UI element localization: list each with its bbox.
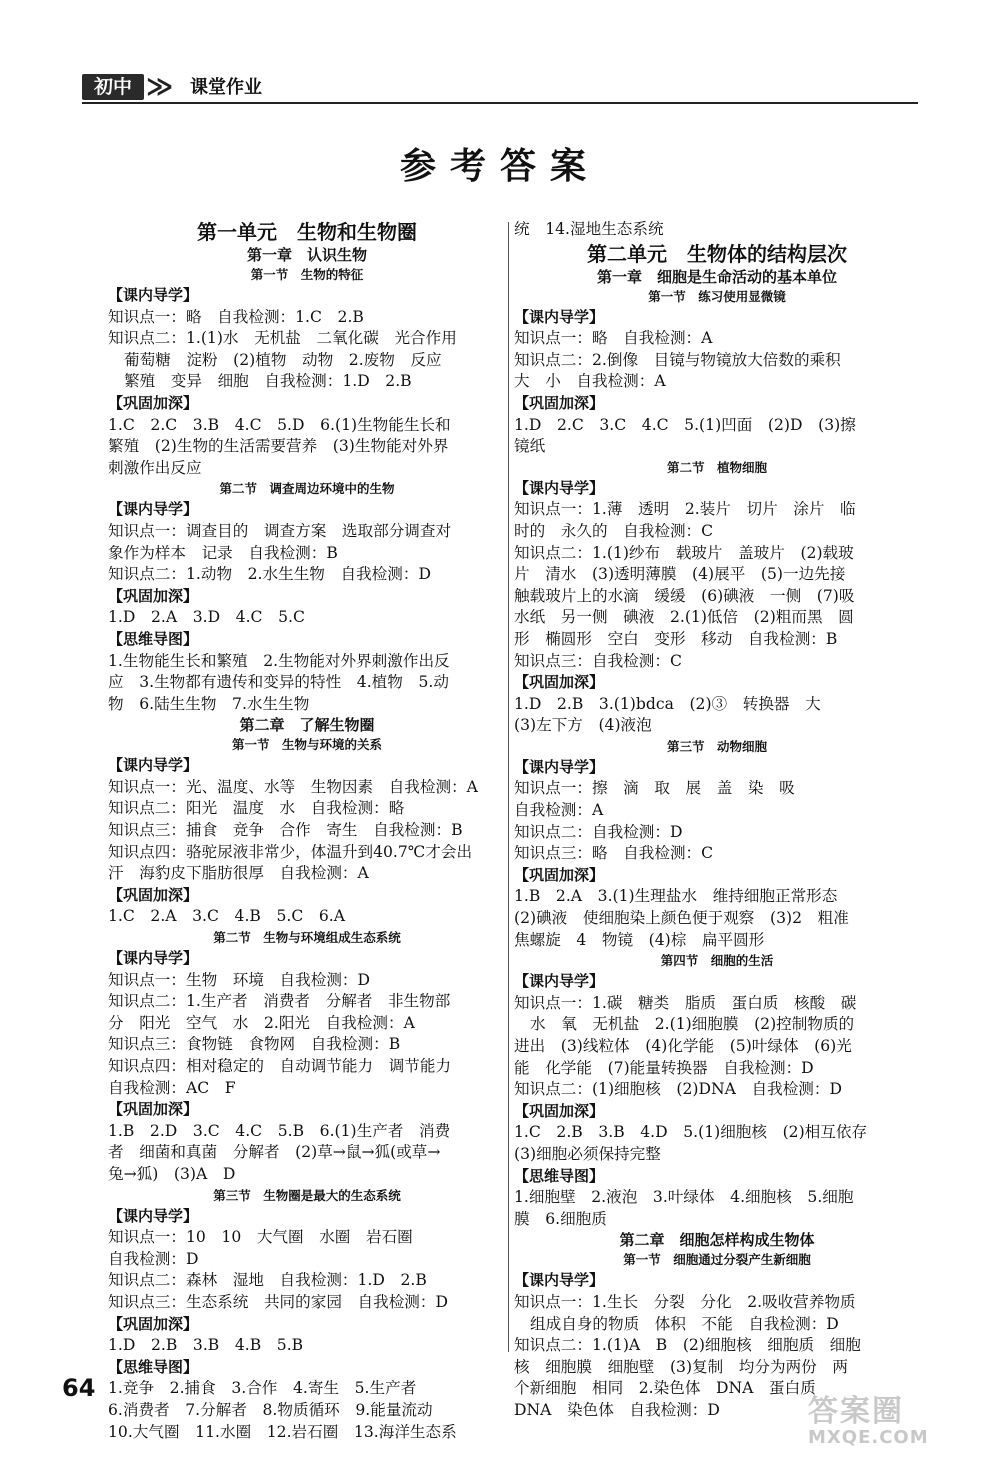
answer-line: 组成自身的物质 体积 不能 自我检测：D — [530, 1314, 839, 1333]
answer-line: 知识点一：1.薄 透明 2.装片 切片 涂片 临 — [514, 500, 856, 519]
answer-line: 水 氧 无机盐 2.(1)细胞膜 (2)控制物质的 — [530, 1015, 855, 1034]
section-heading: 第二节 调查周边环境中的生物 — [219, 481, 395, 497]
answer-line: 知识点二：1.动物 2.水生生物 自我检测：D — [108, 565, 431, 584]
answer-line: 1.D 2.B 3.B 4.B 5.B — [108, 1336, 304, 1355]
answer-line: 水纸 另一侧 碘液 2.(1)低倍 (2)粗而黑 圆 — [514, 608, 854, 627]
subsection-tag: 【课内导学】 — [514, 478, 605, 497]
section-heading: 第一节 生物与环境的关系 — [231, 737, 382, 753]
answer-line: 知识点二：2.倒像 目镜与物镜放大倍数的乘积 — [514, 350, 841, 369]
answer-line: 自我检测：D — [108, 1249, 199, 1268]
answer-line: 1.B 2.A 3.(1)生理盐水 维持细胞正常形态 — [514, 887, 838, 906]
answer-line: 6.消费者 7.分解者 8.物质循环 9.能量流动 — [108, 1400, 433, 1419]
header-title: 课堂作业 — [190, 77, 262, 98]
right-column — [514, 219, 920, 1422]
answer-line: DNA 染色体 自我检测：D — [514, 1400, 720, 1419]
watermark-logo — [808, 1396, 978, 1452]
answer-line: 时的 永久的 自我检测：C — [514, 521, 714, 540]
answer-line: 1.D 2.A 3.D 4.C 5.C — [108, 608, 305, 627]
subsection-tag: 【巩固加深】 — [108, 885, 199, 904]
answer-line: 知识点四：骆驼尿液非常少，体温升到40.7℃才会出 — [108, 842, 473, 861]
answer-line: 10.大气圈 11.水圈 12.岩石圈 13.海洋生态系 — [108, 1422, 457, 1441]
answer-line: 象作为样本 记录 自我检测：B — [108, 543, 338, 562]
answer-line: 知识点二：1.(1)纱布 载玻片 盖玻片 (2)载玻 — [514, 543, 854, 562]
answer-line: (2)碘液 使细胞染上颜色便于观察 (3)2 粗准 — [514, 909, 849, 928]
section-heading: 第一节 生物的特征 — [250, 267, 364, 282]
subsection-tag: 【思维导图】 — [108, 1357, 199, 1376]
answer-line: 知识点二：阳光 温度 水 自我检测：略 — [108, 799, 405, 818]
answer-line: 自我检测：A — [514, 801, 604, 820]
watermark-top-text: 答案圈 — [808, 1394, 904, 1429]
answer-line: 知识点一：1.碳 糖类 脂质 蛋白质 核酸 碳 — [514, 993, 857, 1012]
answer-line: 物 6.陆生生物 7.水生生物 — [108, 694, 310, 713]
subsection-tag: 【巩固加深】 — [108, 1314, 199, 1333]
answer-line: 知识点三：自我检测：C — [514, 651, 682, 670]
subsection-tag: 【课内导学】 — [108, 756, 199, 775]
answer-line: 统 14.湿地生态系统 — [514, 220, 664, 238]
answer-line: 触载玻片上的水滴 缓缓 (6)碘液 一侧 (7)吸 — [514, 586, 855, 605]
answer-line: 焦螺旋 4 物镜 (4)棕 扁平圆形 — [514, 930, 765, 949]
answer-line: 镜纸 — [514, 437, 546, 456]
page-title: 参考答案 — [399, 146, 600, 187]
subsection-tag: 【课内导学】 — [108, 1206, 199, 1225]
unit-heading: 第二单元 生物体的结构层次 — [587, 241, 847, 266]
answer-line: 1.B 2.D 3.C 4.C 5.B 6.(1)生产者 消费 — [108, 1121, 451, 1140]
answer-line: 知识点一：1.生长 分裂 分化 2.吸收营养物质 — [514, 1292, 856, 1311]
answer-line: 知识点一：调查目的 调查方案 选取部分调查对 — [108, 521, 452, 540]
section-heading: 第二节 植物细胞 — [666, 459, 767, 475]
answer-line: 1.C 2.B 3.B 4.D 5.(1)细胞核 (2)相互依存 — [514, 1123, 868, 1142]
answer-line: 1.D 2.C 3.C 4.C 5.(1)凹面 (2)D (3)擦 — [514, 415, 856, 434]
answer-line: 知识点三：生态系统 共同的家园 自我检测：D — [108, 1292, 448, 1311]
answer-line: 片 清水 (3)透明薄膜 (4)展平 (5)一边先接 — [514, 565, 846, 584]
answer-line: 1.生物能生长和繁殖 2.生物能对外界刺激作出反 — [108, 651, 450, 670]
answer-line: 汗 海豹皮下脂肪很厚 自我检测：A — [108, 864, 369, 883]
answer-line: 葡萄糖 淀粉 (2)植物 动物 2.废物 反应 — [124, 350, 442, 369]
section-heading: 第一节 细胞通过分裂产生新细胞 — [623, 1252, 811, 1268]
answer-line: 自我检测：AC F — [108, 1078, 236, 1097]
subsection-tag: 【巩固加深】 — [514, 393, 605, 412]
subsection-tag: 【巩固加深】 — [514, 673, 605, 692]
left-column — [108, 219, 506, 1443]
answer-line: 知识点一：略 自我检测：1.C 2.B — [108, 307, 364, 326]
column-divider — [508, 222, 509, 1352]
answer-line: 知识点三：捕食 竞争 合作 寄生 自我检测：B — [108, 821, 463, 840]
answer-line: 知识点四：相对稳定的 自动调节能力 调节能力 — [108, 1057, 452, 1075]
page-number: 64 — [62, 1374, 96, 1402]
answer-line: 大 小 自我检测：A — [514, 372, 666, 391]
answer-line: (3)细胞必须保持完整 — [514, 1144, 661, 1163]
subsection-tag: 【课内导学】 — [514, 972, 605, 991]
subsection-tag: 【巩固加深】 — [108, 1100, 199, 1119]
answer-line: 知识点二：1.(1)水 无机盐 二氧化碳 光合作用 — [108, 329, 457, 348]
section-heading: 第三节 生物圈是最大的生态系统 — [213, 1187, 401, 1203]
section-heading: 第三节 动物细胞 — [666, 738, 767, 754]
subsection-tag: 【思维导图】 — [108, 629, 199, 648]
answer-line: 进出 (3)线粒体 (4)化学能 (5)叶绿体 (6)光 — [514, 1037, 852, 1055]
answer-line: 知识点一：擦 滴 取 展 盖 染 吸 — [514, 779, 795, 798]
answer-line: 膜 6.细胞质 — [514, 1209, 607, 1228]
answer-line: 知识点一：生物 环境 自我检测：D — [108, 970, 371, 989]
section-heading: 第四节 细胞的生活 — [660, 953, 774, 969]
subsection-tag: 【课内导学】 — [514, 307, 605, 326]
grade-tag: 初中 — [82, 74, 144, 100]
answer-line: 知识点一：10 10 大气圈 水圈 岩石圈 — [108, 1228, 413, 1247]
double-chevron-icon: ≫ — [146, 72, 174, 102]
subsection-tag: 【课内导学】 — [514, 757, 605, 776]
subsection-tag: 【思维导图】 — [514, 1166, 605, 1185]
answer-line: 者 细菌和真菌 分解者 (2)草→鼠→狐(或草→ — [108, 1143, 441, 1162]
answer-line: 分 阳光 空气 水 2.阳光 自我检测：A — [108, 1013, 415, 1032]
answer-line: 1.D 2.B 3.(1)bdca (2)③ 转换器 大 — [514, 694, 821, 713]
subsection-tag: 【巩固加深】 — [108, 586, 199, 605]
subsection-tag: 【巩固加深】 — [108, 393, 199, 412]
subsection-tag: 【课内导学】 — [108, 949, 199, 968]
answer-line: 兔→狐) (3)A D — [108, 1164, 236, 1183]
chapter-heading: 第二章 细胞怎样构成生物体 — [619, 1231, 815, 1250]
chapter-heading: 第一章 认识生物 — [246, 246, 367, 264]
answer-line: 个新细胞 相同 2.染色体 DNA 蛋白质 — [514, 1379, 816, 1398]
answer-line: 应 3.生物都有遗传和变异的特性 4.植物 5.动 — [108, 673, 449, 692]
section-heading: 第一节 练习使用显微镜 — [648, 288, 786, 304]
answer-line: 繁殖 变异 细胞 自我检测：1.D 2.B — [124, 372, 412, 391]
answer-line: 知识点二：自我检测：D — [514, 822, 683, 841]
chapter-heading: 第二章 了解生物圈 — [239, 716, 375, 735]
chapter-heading: 第一章 细胞是生命活动的基本单位 — [596, 267, 837, 286]
header-rule — [82, 102, 918, 104]
answer-line: 形 椭圆形 空白 变形 移动 自我检测：B — [514, 629, 838, 648]
answer-line: 繁殖 (2)生物的生活需要营养 (3)生物能对外界 — [108, 437, 449, 456]
subsection-tag: 【巩固加深】 — [514, 1101, 605, 1120]
subsection-tag: 【课内导学】 — [108, 500, 199, 519]
answer-line: 知识点二：森林 湿地 自我检测：1.D 2.B — [108, 1271, 427, 1290]
answer-line: 知识点二：1.生产者 消费者 分解者 非生物部 — [108, 992, 451, 1011]
subsection-tag: 【巩固加深】 — [514, 865, 605, 884]
subsection-tag: 【课内导学】 — [108, 286, 199, 304]
answer-line: 核 细胞膜 细胞壁 (3)复制 均分为两份 两 — [514, 1357, 848, 1376]
answer-line: 知识点二：1.(1)A B (2)细胞核 细胞质 细胞 — [514, 1336, 861, 1355]
answer-line: 1.竞争 2.捕食 3.合作 4.寄生 5.生产者 — [108, 1379, 417, 1398]
section-heading: 第二节 生物与环境组成生态系统 — [213, 930, 401, 946]
answer-line: 知识点三：略 自我检测：C — [514, 844, 714, 863]
watermark-bottom-text: MXQE.COM — [808, 1427, 929, 1448]
answer-line: 知识点二：(1)细胞核 (2)DNA 自我检测：D — [514, 1080, 842, 1099]
unit-heading: 第一单元 生物和生物圈 — [197, 220, 417, 244]
answer-line: 知识点一：略 自我检测：A — [514, 329, 713, 348]
running-header — [82, 72, 918, 104]
answer-line: 刺激作出反应 — [108, 458, 202, 477]
answer-line: 1.细胞壁 2.液泡 3.叶绿体 4.细胞核 5.细胞 — [514, 1188, 854, 1207]
answer-line: 知识点三：食物链 食物网 自我检测：B — [108, 1035, 401, 1054]
subsection-tag: 【课内导学】 — [514, 1271, 605, 1290]
answer-line: 能 化学能 (7)能量转换器 自我检测：D — [514, 1058, 814, 1077]
answer-line: 1.C 2.C 3.B 4.C 5.D 6.(1)生物能生长和 — [108, 415, 451, 434]
answer-line: (3)左下方 (4)液泡 — [514, 716, 652, 735]
answer-line: 1.C 2.A 3.C 4.B 5.C 6.A — [108, 907, 346, 926]
answer-line: 知识点一：光、温度、水等 生物因素 自我检测：A — [108, 777, 478, 796]
